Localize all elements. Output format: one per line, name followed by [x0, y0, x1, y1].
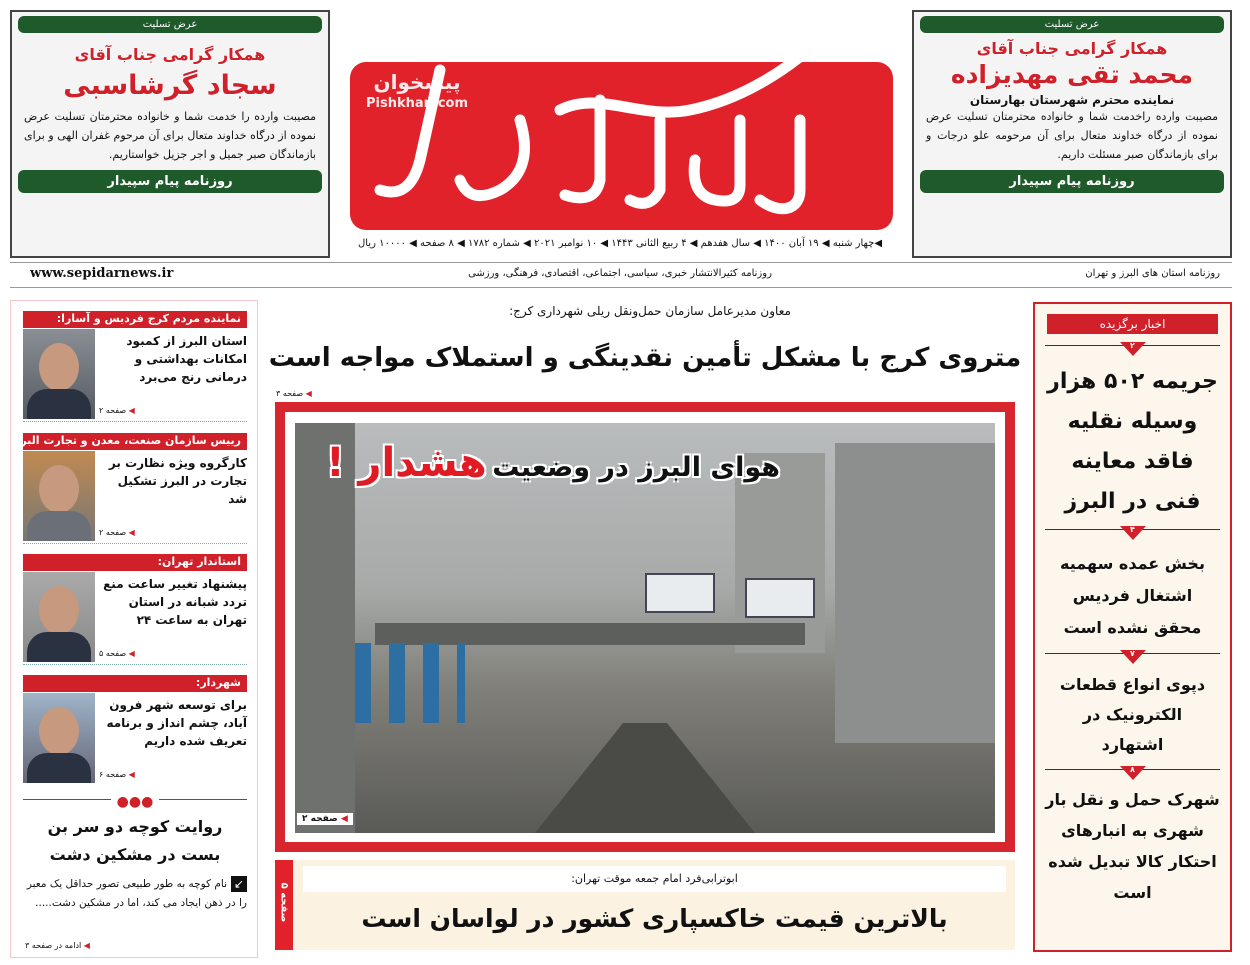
dateline: ◀چهار شنبه ◀ ۱۹ آبان ۱۴۰۰ ◀ سال هفدهم ◀ ۴ ربیع الثانی ۱۴۴۳ ◀ ۱۰ نوامبر ۲۰۲۱ ◀ شماره ۱۷۸۲ ◀ ۸ صفحه ◀ ۱۰۰۰۰ ریال — [357, 238, 883, 249]
page-marker: ۲ — [1045, 342, 1220, 356]
ad-body: مصیبت وارده را خدمت شما و خانواده محترمتان تسلیت عرض نموده از درگاه خداوند متعال برای آن مرحوم غفران الهی و برای بازماندگان صبر جمیل و اجر جزیل خواستاریم. — [24, 110, 316, 161]
continue-link[interactable]: ◀ ادامه در صفحه ۳ — [25, 941, 90, 951]
main-kicker: معاون مدیرعامل سازمان حمل‌ونقل ریلی شهرداری کرج: — [509, 304, 791, 318]
ad-footer: روزنامه پیام سپیدار — [920, 170, 1224, 193]
main-headline[interactable]: متروی کرج با مشکل تأمین نقدینگی و استملاک مواجه است — [268, 343, 1022, 373]
item-headline: کارگروه ویژه نظارت بر تجارت در البرز تشکیل شد — [108, 456, 247, 506]
portrait-photo — [23, 451, 95, 541]
ad-name: سجاد گرشاسبی — [63, 70, 277, 101]
featured-header: اخبار برگزیده — [1047, 314, 1218, 334]
watermark — [362, 70, 472, 111]
story-title[interactable]: روایت کوچه دو سر بن بست در مشکین دشت — [47, 817, 223, 864]
ad-header: عرض تسلیت — [920, 16, 1224, 33]
item-headline: پیشنهاد تغییر ساعت منع تردد شبانه در استان تهران به ساعت ۲۴ — [103, 577, 247, 627]
divider — [10, 262, 1232, 263]
photo-title-warning: هشدار ! — [326, 440, 487, 486]
story-body-text: نام کوچه به طور طبیعی تصور حداقل یک معبر را در ذهن ایجاد می کند، اما در مشکین دشت..... — [26, 878, 247, 909]
tagline: روزنامه کثیرالانتشار خبری، سیاسی، اجتماعی، اقتصادی، فرهنگی، ورزشی — [468, 268, 772, 279]
portrait-photo — [23, 693, 95, 783]
item-headline: برای توسعه شهر فرون آباد، چشم انداز و برنامه تعریف شده داریم — [106, 698, 247, 748]
featured-item[interactable]: جریمه ۵۰۲ هزار وسیله نقلیه فاقد معاینه فنی در البرز — [1047, 369, 1218, 514]
ad-body: مصیبت وارده راخدمت شما و خانواده محترمتان تسلیت عرض نموده از درگاه خداوند متعال برای آن مرحومه علو درجات و برای بازماندگان صبر مسئلت داریم. — [926, 110, 1218, 161]
divider — [10, 287, 1232, 288]
photo-title — [300, 440, 780, 486]
condolence-ad-right — [912, 10, 1232, 258]
bottom-kicker: ابوترابی‌فرد امام جمعه موقت تهران: — [303, 866, 1006, 892]
item-label: نماینده مردم کرج فردیس و آسارا: — [23, 311, 247, 328]
story-body — [23, 875, 247, 913]
page-marker: ۸ — [1045, 766, 1220, 780]
page-marker: ۴ — [1045, 526, 1220, 540]
item-headline: استان البرز از کمبود امکانات بهداشتی و درمانی رنج می‌برد — [126, 334, 247, 384]
ad-header: عرض تسلیت — [18, 16, 322, 33]
left-column — [10, 300, 258, 958]
item-label: استاندار تهران: — [23, 554, 247, 571]
watermark-url: Pishkhan.com — [365, 96, 469, 111]
photo-page: ◀ صفحه ۲ — [297, 813, 353, 825]
portrait-photo — [23, 329, 95, 419]
item-page: ◀ صفحه ۵ — [99, 649, 135, 659]
condolence-ad-left — [10, 10, 330, 258]
bottom-story[interactable] — [275, 860, 1015, 950]
news-item[interactable] — [23, 675, 247, 779]
page-tab-label: صفحه ۵ — [278, 882, 290, 923]
item-page: ◀ صفحه ۶ — [99, 770, 135, 780]
ad-salutation: همکار گرامی جناب آقای — [74, 45, 266, 64]
photo-title-text: هوای البرز در وضعیت — [492, 452, 780, 483]
bottom-headline: بالاترین قیمت خاکسپاری کشور در لواسان است — [361, 904, 948, 933]
item-label: شهردار: — [23, 675, 247, 692]
featured-item[interactable]: دپوی انواع قطعات الکترونیک در اشتهارد — [1059, 675, 1206, 754]
portrait-photo — [23, 572, 95, 662]
item-page: ◀ صفحه ۲ — [99, 406, 135, 416]
news-item[interactable] — [9, 433, 247, 537]
watermark-text: پیشخوان — [373, 70, 461, 94]
arrow-icon: ↙ — [231, 876, 247, 892]
page-marker: ۷ — [1045, 650, 1220, 664]
featured-item[interactable]: شهرک حمل و نقل بار شهری به انبارهای احتکار کالا تبدیل شده است — [1045, 790, 1220, 902]
news-item[interactable] — [23, 554, 247, 658]
featured-news — [1033, 302, 1232, 952]
region-label: روزنامه استان های البرز و تهران — [1085, 268, 1220, 279]
item-page: ◀ صفحه ۲ — [99, 528, 135, 538]
news-item[interactable] — [23, 311, 247, 415]
ad-title: نماینده محترم شهرستان بهارستان — [969, 93, 1175, 107]
page-tab — [275, 860, 293, 950]
separator-dots: ●●● — [23, 799, 247, 800]
featured-item[interactable]: بخش عمده سهمیه اشتغال فردیس محقق نشده است — [1060, 554, 1205, 637]
item-label: رییس سازمان صنعت، معدن و تجارت البرز: — [23, 433, 247, 450]
website-link[interactable]: www.sepidarnews.ir — [30, 266, 174, 281]
ad-salutation: همکار گرامی جناب آقای — [976, 39, 1168, 58]
headline-page: ◀ صفحه ۳ — [276, 389, 312, 399]
newspaper-logo — [360, 10, 880, 240]
ad-footer: روزنامه پیام سپیدار — [18, 170, 322, 193]
ad-name: محمد تقی مهدیزاده — [950, 60, 1194, 89]
